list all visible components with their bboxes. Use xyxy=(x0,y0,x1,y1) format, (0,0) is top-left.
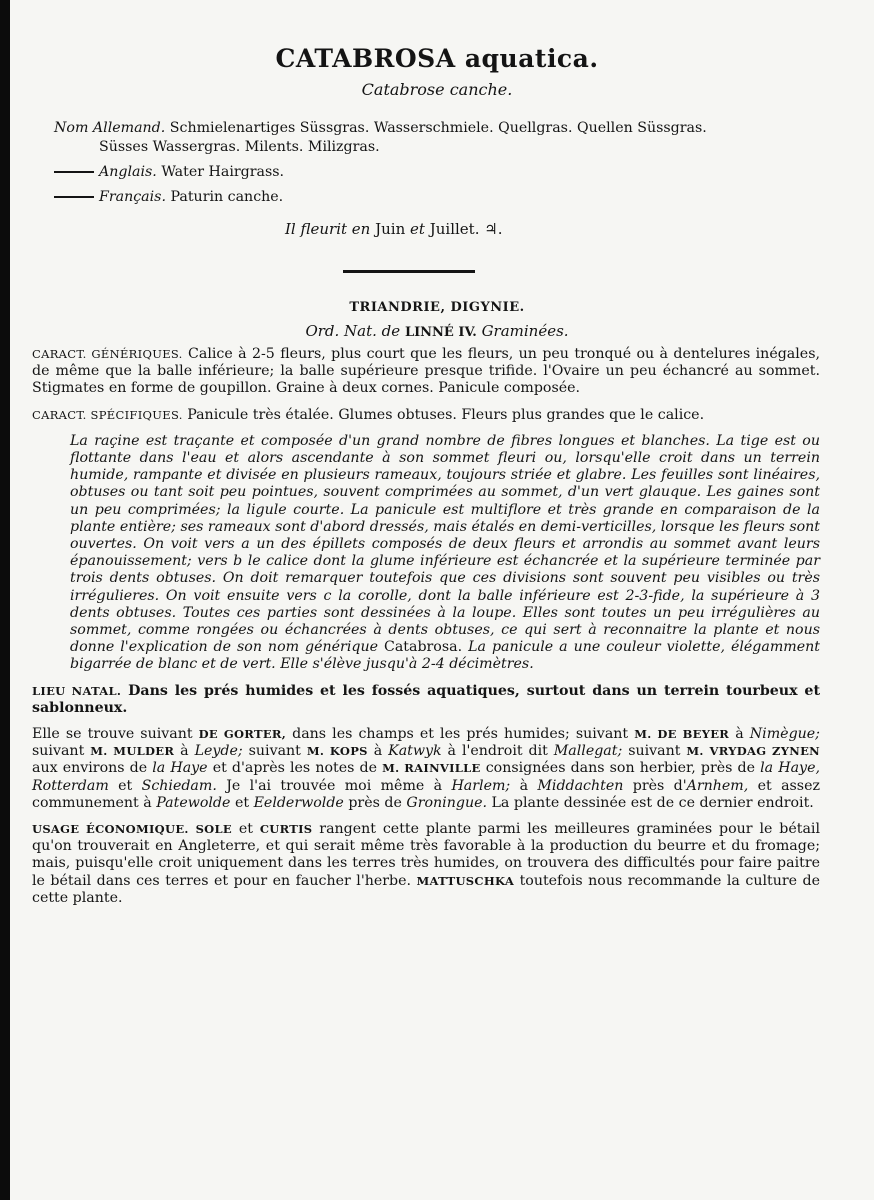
loc-text: à xyxy=(735,726,744,743)
loc-text: à xyxy=(373,743,383,760)
french-names-row xyxy=(54,188,834,207)
description-text-2: La panicule a une couleur violette, élégamment bigarrée de blanc et de vert. Elle s'élève jusqu'à 2-4 décimètres. xyxy=(70,639,820,673)
flowering-et: et xyxy=(410,220,425,238)
loc-text: et d'après les notes de xyxy=(212,760,377,777)
flowering-month-2: Juillet. xyxy=(429,220,480,238)
loc-text: La plante dessinée est de ce dernier endroit. xyxy=(491,794,814,811)
description xyxy=(32,433,820,674)
generic-label: CARACT. GÉNÉRIQUES. xyxy=(32,347,183,361)
natural-order xyxy=(0,322,874,340)
page-subtitle: Catabrose canche. xyxy=(361,80,513,99)
generic-characters xyxy=(32,346,820,398)
usage-text-2: toutefois nous recommande la culture de cette plante. xyxy=(32,872,820,906)
english-label: Anglais. xyxy=(99,164,157,180)
specific-text: Panicule très étalée. Glumes obtuses. Fleurs plus grandes que le calice. xyxy=(187,406,705,423)
localities xyxy=(32,726,820,812)
usage-et: et xyxy=(238,821,253,838)
perennial-symbol: ♃. xyxy=(484,220,503,238)
usage-label: USAGE ÉCONOMIQUE. xyxy=(32,822,189,837)
loc-place: Rotterdam xyxy=(32,777,109,794)
loc-person: M. KOPS xyxy=(306,744,368,759)
generic-text: Calice à 2-5 fleurs, plus court que les fleurs, un peu tronqué ou à dentelures inégales, de même que la balle inférieure; la balle supérieure presque trifide. l'Ovaire un peu échancré au sommet. Stigmates en forme de goupillon. Graine à deux cornes. Panicule composée. xyxy=(32,346,820,397)
german-names-row-2 xyxy=(54,138,834,157)
loc-person: M. VRYDAG ZYNEN xyxy=(686,744,820,759)
page-title: CATABROSA aquatica. xyxy=(275,44,599,73)
description-text: La raçine est traçante et composée d'un grand nombre de fibres longues et blanches. La tige est ou flottante dans l'eau et alors ascendante à son sommet fleuri ou, lorsqu'elle croit dans un terrein humide, rampante et divisée en plusieurs rameaux, toujours striée et glabre. Les feuilles sont linéaires, obtuses ou tant soit peu pointues, souvent comprimées au sommet, d'un vert glauque. Les gaines sont un peu comprimées; la ligule courte. La panicule est multiflore et très grande en comparaison de la plante entière; ses rameaux sont d'abord dressés, mais étalés en demi-verticilles, lorsque les fleurs sont ouvertes. On voit vers a un des épillets composés de deux fleurs et arrondis au sommet avant leurs épanouissement; vers b le calice dont la glume inférieure est échancrée et la supérieure terminée par trois dents obtuses. On doit remarquer toutefois que ces divisions sont souvent peu visibles ou très irrégulieres. On voit ensuite vers c la corolle, dont la balle inférieure est 2-3-fide, la supérieure à 3 dents obtuses. Toutes ces parties sont dessinées à la loupe. Elles sont toutes un peu irrégulières au sommet, comme rongées ou échancrées à dents obtuses, ce qui sert à reconnaitre la plante et nous donne l'explication de son nom générique xyxy=(70,432,820,656)
loc-place: Mallegat; xyxy=(553,743,623,760)
loc-text: et xyxy=(118,777,133,794)
section-divider xyxy=(343,270,475,273)
french-label: Français. xyxy=(99,189,166,205)
loc-text: suivant xyxy=(628,743,681,760)
loc-person: M. DE BEYER xyxy=(634,727,730,742)
usage-author: MATTUSCHKA xyxy=(416,873,515,888)
order-prefix: Ord. Nat. de xyxy=(305,322,401,340)
loc-place: Eelderwolde xyxy=(253,794,344,811)
specific-characters xyxy=(32,407,820,424)
german-names-cont: Süsses Wassergras. Milents. Milizgras. xyxy=(99,139,380,155)
german-names: Schmielenartiges Süssgras. Wasserschmiele. Quellgras. Quellen Süssgras. xyxy=(169,120,707,136)
main-text xyxy=(32,346,820,916)
german-names-row xyxy=(54,119,834,138)
usage-text: rangent cette plante parmi les meilleures graminées pour le bétail qu'on trouverait en Angleterre, et qui serait même très favorable à la production du beurre et du fromage; mais, puisqu'elle croit uniquement dans les terres très humides, on trouvera des difficultés pour faire paitre le bétail dans ces terres et pour en faucher l'herbe. xyxy=(32,821,820,889)
loc-place: Arnhem, xyxy=(686,777,749,794)
loc-text: Elle se trouve suivant xyxy=(32,726,193,743)
loc-text: dans les champs et les prés humides; suivant xyxy=(292,726,629,743)
loc-text: et assez communement à xyxy=(32,777,820,811)
loc-text: consignées dans son herbier, près de xyxy=(485,760,756,777)
loc-place: Schiedam. xyxy=(141,777,217,794)
vernacular-names xyxy=(54,119,834,207)
loc-place: Leyde; xyxy=(194,743,243,760)
loc-text: à xyxy=(519,777,529,794)
order-family: Graminées. xyxy=(481,322,569,340)
loc-person: M. MULDER xyxy=(90,744,175,759)
usage-author: CURTIS xyxy=(259,822,313,837)
loc-place: Middachten xyxy=(537,777,624,794)
loc-person: DE GORTER, xyxy=(198,727,287,742)
habitat-text: Dans les prés humides et les fossés aquatiques, surtout dans un terrein tourbeux et sablonneux. xyxy=(32,682,820,716)
loc-place: Groningue. xyxy=(406,794,487,811)
english-names-row xyxy=(54,163,834,182)
genus-name: Catabrosa. xyxy=(383,639,463,656)
loc-place: la Haye xyxy=(152,760,208,777)
loc-text: à xyxy=(180,743,189,760)
loc-place: Katwyk xyxy=(388,743,442,760)
habitat-label: LIEU NATAL. xyxy=(32,683,122,698)
loc-text: à l'endroit dit xyxy=(447,743,548,760)
loc-person: M. RAINVILLE xyxy=(382,761,481,776)
loc-place: la Haye, xyxy=(760,760,820,777)
loc-place: Nimègue; xyxy=(749,726,820,743)
scan-edge xyxy=(0,0,10,1200)
dash-divider xyxy=(54,171,94,173)
loc-place: Patewolde xyxy=(156,794,231,811)
economic-use xyxy=(32,821,820,907)
dash-divider xyxy=(54,196,94,198)
flowering-period xyxy=(285,220,502,238)
order-linne: LINNÉ IV. xyxy=(404,325,477,340)
usage-author: SOLE xyxy=(195,822,232,837)
loc-text: suivant xyxy=(32,743,85,760)
english-name: Water Hairgrass. xyxy=(161,164,285,180)
french-name: Paturin canche. xyxy=(170,189,284,205)
habitat xyxy=(32,683,820,717)
loc-text: suivant xyxy=(248,743,301,760)
linnaean-class: TRIANDRIE, DIGYNIE. xyxy=(349,300,525,315)
loc-text: et xyxy=(234,794,250,811)
flowering-prefix: Il fleurit en xyxy=(285,220,371,238)
specific-label: CARACT. SPÉCIFIQUES. xyxy=(32,407,183,422)
loc-text: près de xyxy=(348,794,402,811)
loc-place: Harlem; xyxy=(451,777,511,794)
german-label: Nom Allemand. xyxy=(54,120,166,136)
loc-text: Je l'ai trouvée moi même à xyxy=(226,777,443,794)
loc-text: près d' xyxy=(632,777,687,794)
flowering-month-1: Juin xyxy=(375,220,406,238)
loc-text: aux environs de xyxy=(32,760,148,777)
